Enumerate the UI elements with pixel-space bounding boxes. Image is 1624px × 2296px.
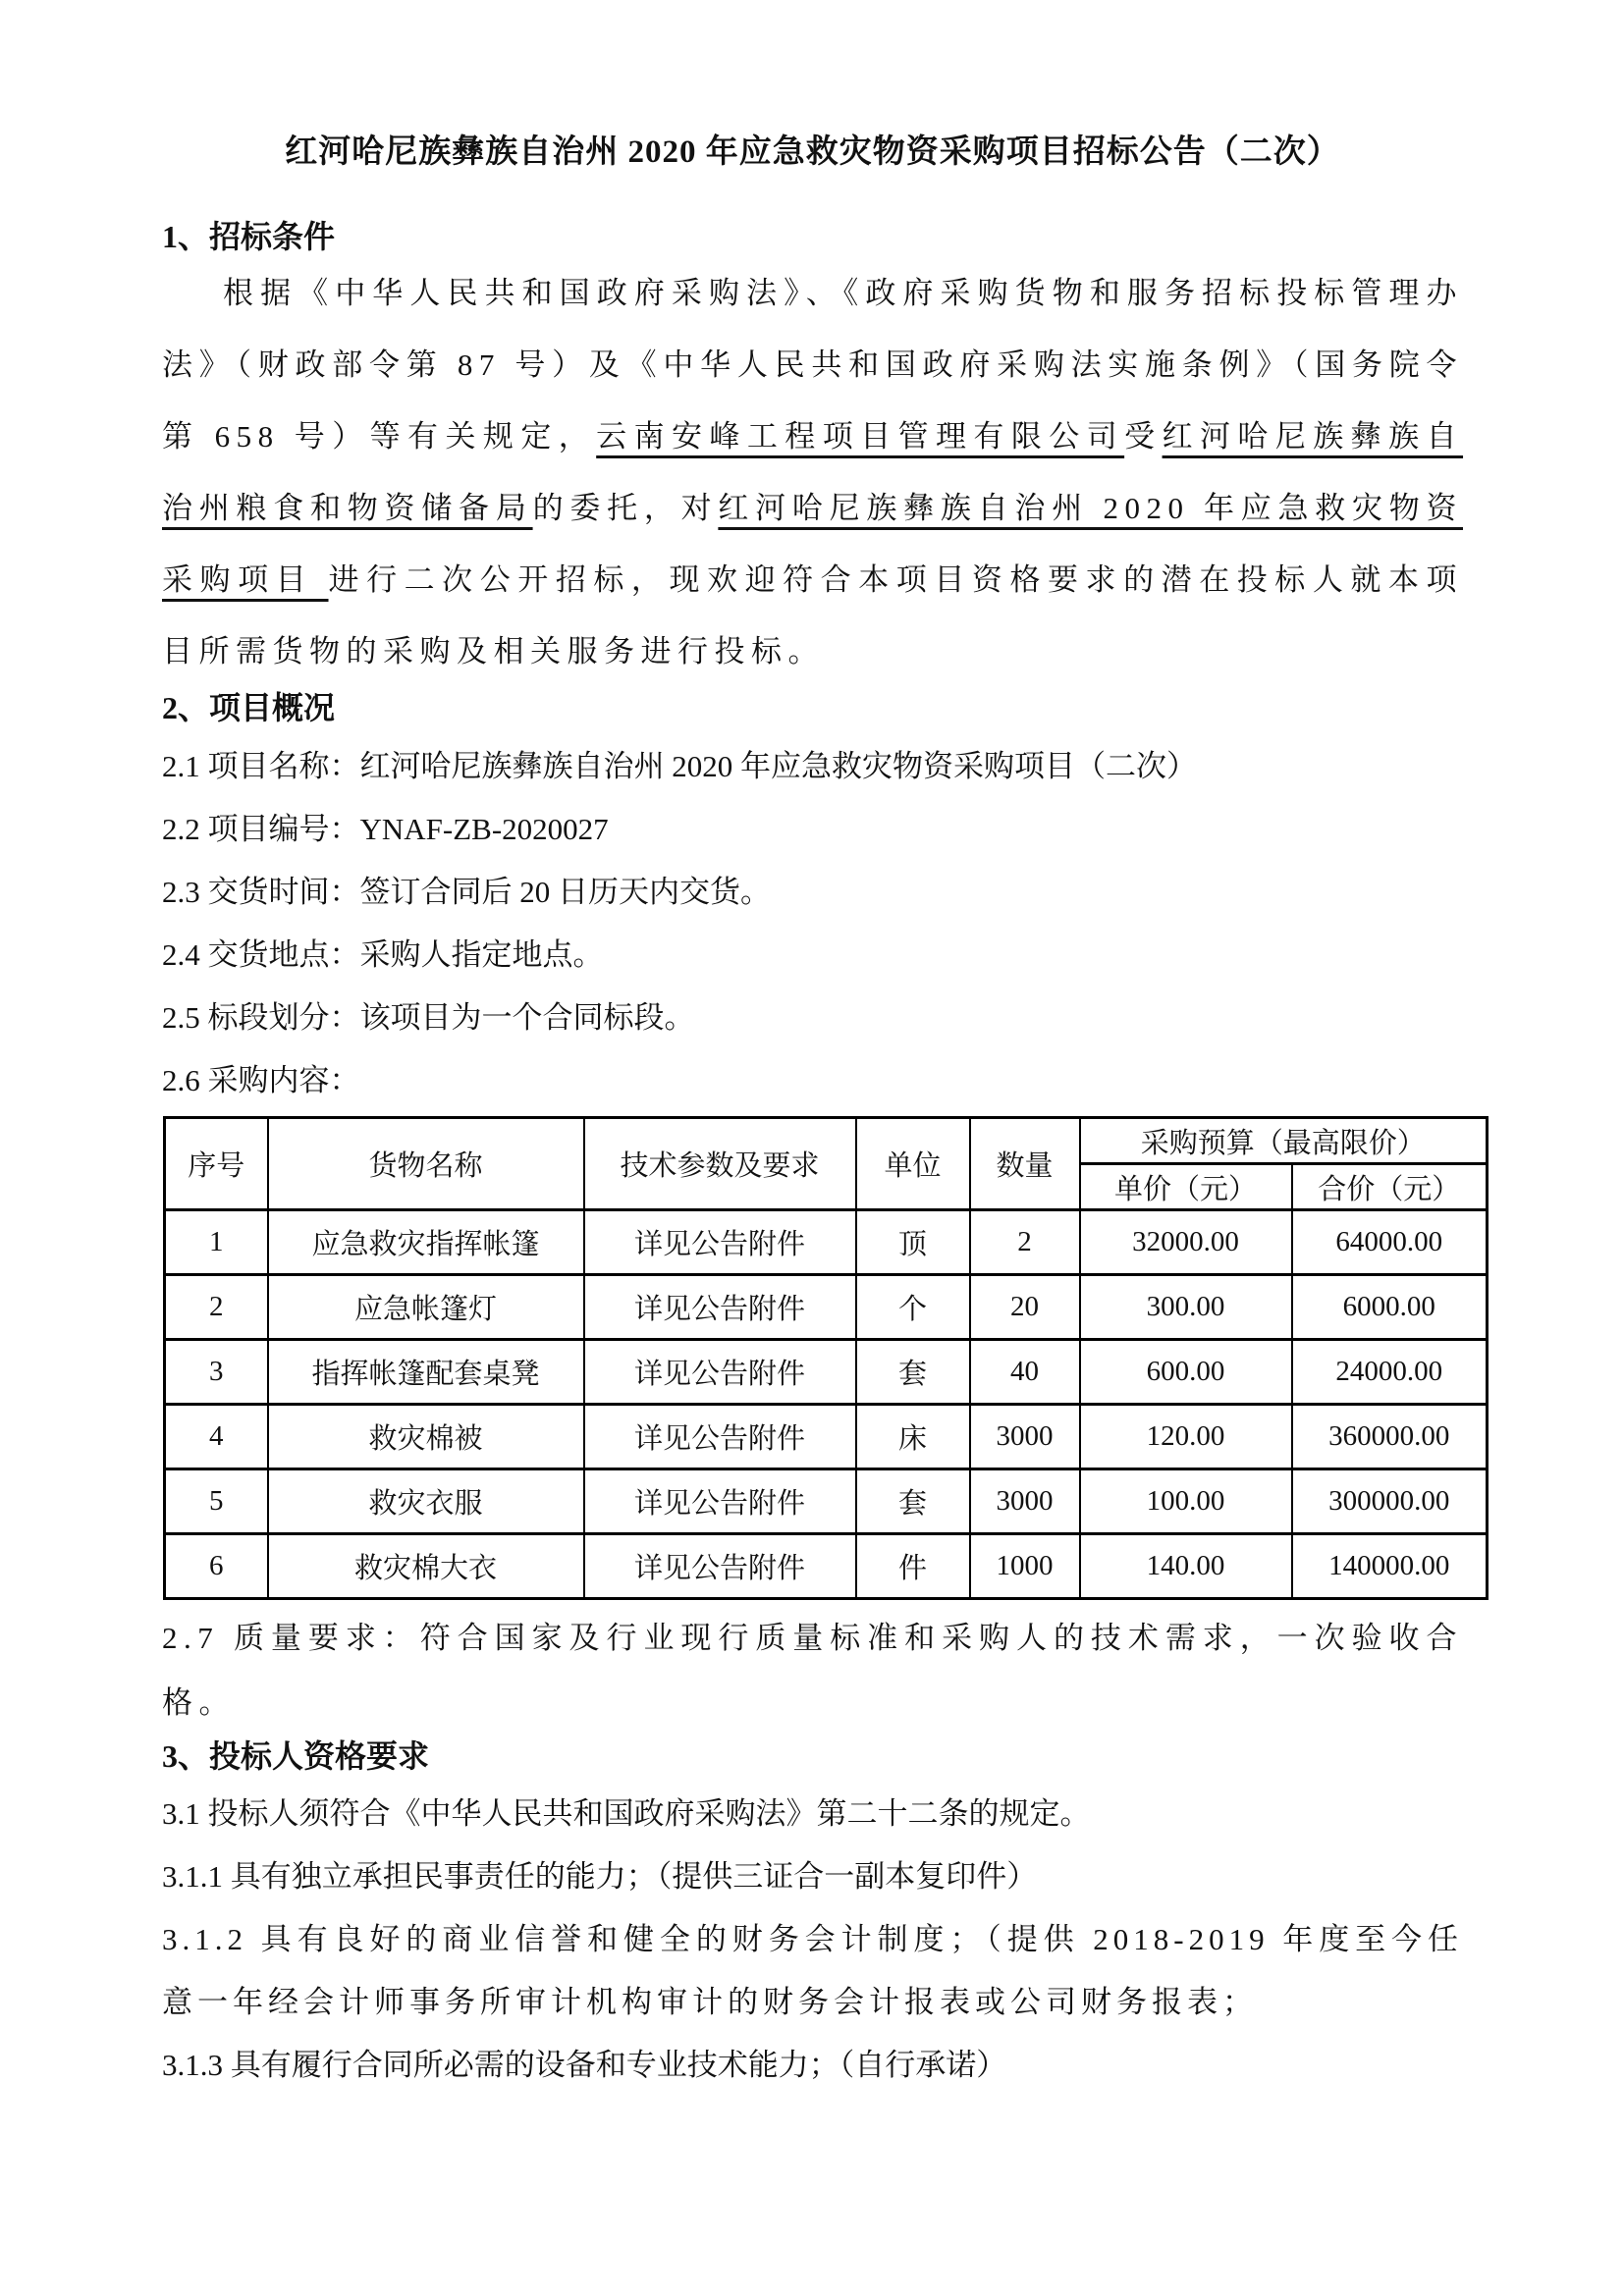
cell-total-price: 360000.00	[1292, 1405, 1488, 1469]
cell-spec: 详见公告附件	[584, 1405, 856, 1469]
header-goods-name: 货物名称	[268, 1118, 584, 1210]
overview-item-project-name: 2.1 项目名称：红河哈尼族彝族自治州 2020 年应急救灾物资采购项目（二次）	[162, 749, 1197, 783]
table-row	[165, 1275, 1488, 1340]
overview-item-delivery-time: 2.3 交货时间：签订合同后 20 日历天内交货。	[162, 875, 771, 909]
quality-requirement-item: 2.7 质量要求：符合国家及行业现行质量标准和采购人的技术需求，一次验收合格。	[162, 1621, 1463, 1720]
cell-goods-name: 应急救灾指挥帐篷	[268, 1210, 584, 1275]
cell-qty: 20	[970, 1275, 1080, 1340]
overview-item-project-number: 2.2 项目编号：YNAF-ZB-2020027	[162, 812, 609, 846]
cell-qty: 3000	[970, 1469, 1080, 1534]
cell-goods-name: 救灾衣服	[268, 1469, 584, 1534]
cell-unit-price: 120.00	[1080, 1405, 1292, 1469]
cell-unit-price: 32000.00	[1080, 1210, 1292, 1275]
cell-spec: 详见公告附件	[584, 1340, 856, 1405]
header-unit: 单位	[856, 1118, 970, 1210]
table-body	[165, 1210, 1488, 1599]
table-row	[165, 1469, 1488, 1534]
doc-title: 红河哈尼族彝族自治州 2020 年应急救灾物资采购项目招标公告（二次）	[285, 134, 1340, 170]
section-3-heading: 3、投标人资格要求	[162, 1738, 430, 1774]
cell-unit: 套	[856, 1340, 970, 1405]
cell-total-price: 24000.00	[1292, 1340, 1488, 1405]
qualification-item: 3.1.1 具有独立承担民事责任的能力；（提供三证合一副本复印件）	[162, 1859, 1038, 1894]
table-row	[165, 1340, 1488, 1405]
qualification-item: 3.1 投标人须符合《中华人民共和国政府采购法》第二十二条的规定。	[162, 1796, 1091, 1831]
cell-qty: 3000	[970, 1405, 1080, 1469]
cell-qty: 2	[970, 1210, 1080, 1275]
header-spec: 技术参数及要求	[584, 1118, 856, 1210]
cell-unit: 件	[856, 1534, 970, 1599]
cell-seq: 6	[165, 1534, 268, 1599]
header-seq: 序号	[165, 1118, 268, 1210]
paragraph-text: 受	[1124, 419, 1163, 454]
purchaser-name-underlined: 红河哈尼族彝族自治州粮食和物资储备局	[162, 419, 1464, 525]
section-1-heading: 1、招标条件	[162, 219, 336, 254]
project-overview-list	[162, 735, 1463, 1112]
procurement-table	[163, 1116, 1489, 1600]
cell-unit-price: 140.00	[1080, 1534, 1292, 1599]
cell-unit: 个	[856, 1275, 970, 1340]
cell-spec: 详见公告附件	[584, 1210, 856, 1275]
cell-goods-name: 救灾棉被	[268, 1405, 584, 1469]
overview-item-delivery-place: 2.4 交货地点：采购人指定地点。	[162, 937, 604, 972]
cell-total-price: 64000.00	[1292, 1210, 1488, 1275]
cell-seq: 1	[165, 1210, 268, 1275]
cell-total-price: 6000.00	[1292, 1275, 1488, 1340]
cell-unit: 床	[856, 1405, 970, 1469]
cell-goods-name: 应急帐篷灯	[268, 1275, 584, 1340]
cell-qty: 40	[970, 1340, 1080, 1405]
table-row	[165, 1534, 1488, 1599]
cell-unit-price: 300.00	[1080, 1275, 1292, 1340]
cell-spec: 详见公告附件	[584, 1469, 856, 1534]
overview-item-lot-division: 2.5 标段划分：该项目为一个合同标段。	[162, 1000, 695, 1035]
cell-seq: 5	[165, 1469, 268, 1534]
qualification-list	[162, 1783, 1463, 2097]
header-unit-price: 单价（元）	[1080, 1164, 1292, 1210]
cell-goods-name: 救灾棉大衣	[268, 1534, 584, 1599]
table-row	[165, 1405, 1488, 1469]
overview-item-procurement-content: 2.6 采购内容：	[162, 1063, 360, 1097]
cell-spec: 详见公告附件	[584, 1275, 856, 1340]
table-row	[165, 1210, 1488, 1275]
paragraph-text: 的委托，对	[532, 491, 719, 525]
cell-seq: 4	[165, 1405, 268, 1469]
cell-unit: 顶	[856, 1210, 970, 1275]
cell-total-price: 140000.00	[1292, 1534, 1488, 1599]
table-header-row-1	[165, 1118, 1488, 1164]
paragraph-text: 根据《中华人民共和国政府采购法》、《政府采购货物和服务招标投标管理办法》（财政部令第 87 号）及《中华人民共和国政府采购法实施条例》（国务院令第 658 号）等有关规定，	[162, 276, 1463, 454]
header-qty: 数量	[970, 1118, 1080, 1210]
project-name-underlined: 红河哈尼族彝族自治州 2020 年应急救灾物资采购项目	[162, 491, 1464, 597]
header-budget: 采购预算（最高限价）	[1080, 1118, 1488, 1164]
section-2-heading: 2、项目概况	[162, 690, 336, 725]
cell-total-price: 300000.00	[1292, 1469, 1488, 1534]
header-total-price: 合价（元）	[1292, 1164, 1488, 1210]
cell-unit-price: 600.00	[1080, 1340, 1292, 1405]
cell-unit: 套	[856, 1469, 970, 1534]
cell-seq: 2	[165, 1275, 268, 1340]
cell-spec: 详见公告附件	[584, 1534, 856, 1599]
agency-name-underlined: 云南安峰工程项目管理有限公司	[596, 419, 1125, 454]
tender-conditions-paragraph	[162, 257, 1463, 687]
table-header	[165, 1118, 1488, 1210]
paragraph-text: 进行二次公开招标，现欢迎符合本项目资格要求的潜在投标人就本项目所需货物的采购及相关服务进行投标。	[162, 562, 1464, 668]
cell-seq: 3	[165, 1340, 268, 1405]
cell-unit-price: 100.00	[1080, 1469, 1292, 1534]
cell-qty: 1000	[970, 1534, 1080, 1599]
qualification-item: 3.1.2 具有良好的商业信誉和健全的财务会计制度；（提供 2018-2019 年度至今任意一年经会计师事务所审计机构审计的财务会计报表或公司财务报表；	[162, 1922, 1463, 2019]
cell-goods-name: 指挥帐篷配套桌凳	[268, 1340, 584, 1405]
qualification-item: 3.1.3 具有履行合同所必需的设备和专业技术能力；（自行承诺）	[162, 2048, 1007, 2082]
